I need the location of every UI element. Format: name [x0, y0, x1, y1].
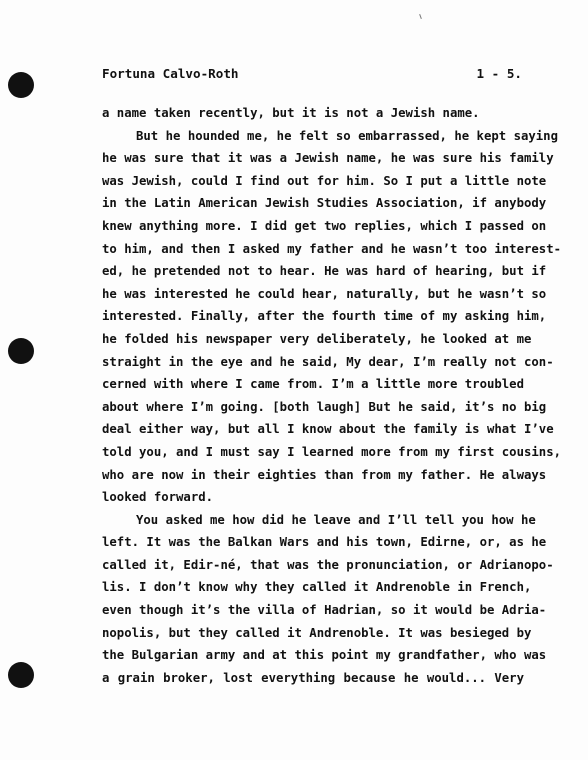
text-line: cerned with where I came from. I’m a little more troubled [102, 377, 524, 392]
text-line: a name taken recently, but it is not a Jewish name. [102, 106, 480, 120]
binder-hole-bottom [8, 662, 34, 688]
text-line: left. It was the Balkan Wars and his town, Edirne, or, as he [102, 535, 547, 550]
text-line: to him, and then I asked my father and he wasn’t too interest- [102, 241, 562, 256]
text-line: ed, he pretended not to hear. He was hard of hearing, but if [102, 264, 547, 279]
text-line: looked forward. [102, 490, 214, 505]
text-line: knew anything more. I did get two replies, which I passed on [102, 218, 547, 233]
text-line: about where I’m going. [both laugh] But he said, it’s no big [102, 399, 547, 414]
binder-hole-middle [8, 338, 34, 364]
text-line: interested. Finally, after the fourth time of my asking him, [102, 309, 547, 324]
text-line: deal either way, but all I know about the family is what I’ve [102, 422, 554, 437]
stray-mark [419, 14, 422, 19]
text-line: a grain broker, lost everything because he would... Very [102, 670, 524, 685]
text-line: You asked me how did he leave and I’ll tell you how he [136, 512, 536, 527]
text-line: even though it’s the villa of Hadrian, so it would be Adria- [102, 603, 547, 618]
text-line: But he hounded me, he felt so embarrassed, he kept saying [136, 128, 558, 143]
text-line: was Jewish, could I find out for him. So I put a little note [102, 173, 547, 188]
text-line: he was sure that it was a Jewish name, he was sure his family [102, 151, 554, 166]
text-line: who are now in their eighties than from my father. He always [102, 467, 547, 482]
narrator-name: Fortuna Calvo-Roth [102, 66, 239, 81]
transcript-body [102, 102, 562, 689]
text-line: he was interested he could hear, naturally, but he wasn’t so [102, 286, 547, 301]
text-line: lis. I don’t know why they called it Andrenoble in French, [102, 580, 532, 595]
text-line: in the Latin American Jewish Studies Association, if anybody [102, 196, 547, 211]
text-line: he folded his newspaper very deliberately, he looked at me [102, 331, 532, 346]
text-line: nopolis, but they called it Andrenoble. It was besieged by [102, 625, 532, 640]
text-line: told you, and I must say I learned more from my first cousins, [102, 444, 562, 459]
text-line: called it, Edir-né, that was the pronunciation, or Adrianopo- [102, 557, 554, 572]
text-line: the Bulgarian army and at this point my grandfather, who was [102, 648, 547, 663]
text-line: straight in the eye and he said, My dear, I’m really not con- [102, 354, 554, 369]
page-number: 1 - 5. [476, 66, 522, 81]
binder-hole-top [8, 72, 34, 98]
